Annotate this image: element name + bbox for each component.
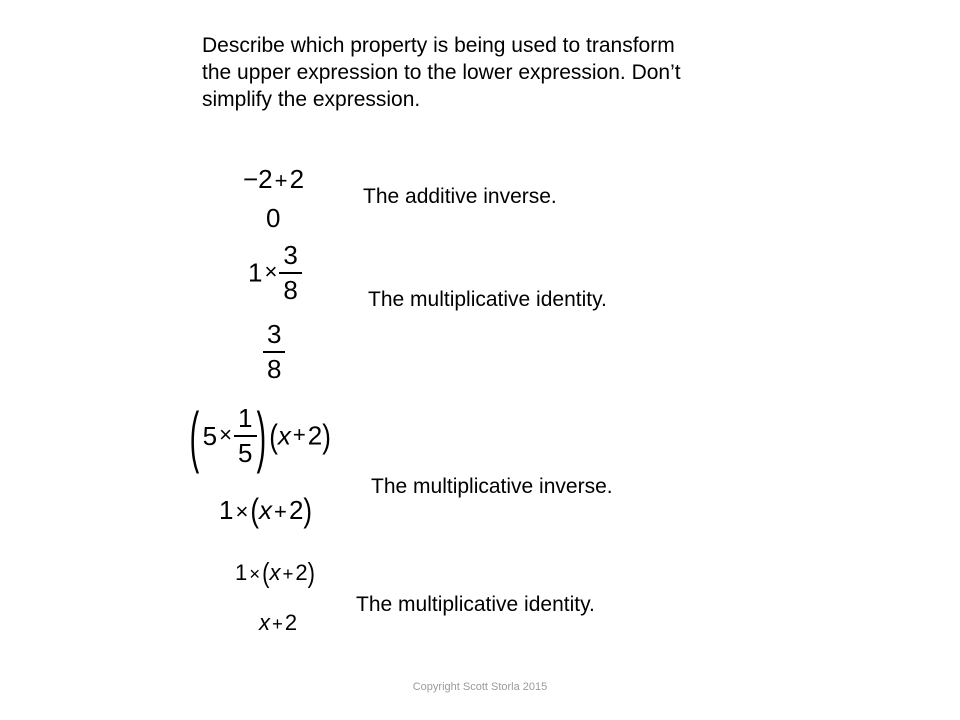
- left-paren: (: [262, 556, 270, 588]
- problem-3-upper-expression: [189, 396, 331, 475]
- times-operator: ×: [219, 422, 233, 448]
- term: 2: [284, 610, 298, 635]
- times-operator: ×: [249, 563, 261, 584]
- denominator: 8: [283, 275, 298, 305]
- left-paren: (: [269, 416, 278, 455]
- term: 2: [289, 164, 305, 194]
- fraction: [234, 405, 256, 466]
- problem-2-lower-expression: [263, 321, 285, 382]
- problem-4-lower-expression: [259, 612, 297, 634]
- times-operator: ×: [235, 499, 249, 524]
- result: 0: [266, 203, 281, 233]
- term: 5: [202, 420, 218, 451]
- numerator: 3: [267, 319, 282, 349]
- problem-4-answer: The multiplicative identity.: [356, 593, 595, 616]
- instructions-line-3: simplify the expression.: [202, 88, 421, 111]
- term: 2: [307, 420, 323, 451]
- variable-x: x: [269, 560, 281, 585]
- term: 2: [295, 560, 308, 585]
- problem-4-upper-expression: [235, 556, 315, 588]
- term: 1: [248, 257, 263, 288]
- plus-operator: +: [272, 613, 283, 634]
- term: 2: [288, 495, 304, 525]
- problem-2-upper-expression: [248, 242, 302, 303]
- problem-3-lower-expression: [219, 490, 313, 530]
- problem-1-answer: The additive inverse.: [363, 185, 557, 208]
- plus-operator: +: [282, 563, 294, 584]
- left-paren: (: [189, 396, 200, 475]
- right-paren: ): [256, 396, 266, 475]
- instructions-line-2: the upper expression to the lower expression. Don’t: [202, 61, 681, 84]
- fraction: [263, 321, 285, 382]
- numerator: 1: [238, 403, 253, 433]
- problem-2-answer: The multiplicative identity.: [368, 288, 607, 311]
- problem-3-answer: The multiplicative inverse.: [371, 475, 613, 498]
- denominator: 5: [238, 438, 253, 468]
- instructions: [202, 32, 802, 113]
- problem-1-upper-expression: [243, 166, 304, 192]
- instructions-line-1: Describe which property is being used to transform: [202, 34, 675, 57]
- variable-x: x: [259, 495, 273, 525]
- numerator: 3: [283, 240, 298, 270]
- fraction-bar: [279, 272, 301, 274]
- fraction-bar: [234, 435, 256, 437]
- fraction-bar: [263, 351, 285, 353]
- variable-x: x: [277, 420, 291, 451]
- plus-operator: +: [274, 499, 287, 524]
- problem-1-lower-expression: [266, 205, 280, 231]
- left-paren: (: [250, 490, 260, 530]
- copyright-footer: Copyright Scott Storla 2015: [412, 681, 548, 693]
- plus-operator: +: [274, 168, 288, 193]
- fraction: [279, 242, 301, 303]
- term: 1: [219, 495, 234, 525]
- times-operator: ×: [264, 259, 278, 285]
- right-paren: ): [307, 556, 315, 588]
- denominator: 8: [267, 354, 282, 384]
- right-paren: ): [322, 416, 331, 455]
- term: 1: [235, 560, 248, 585]
- term: −2: [243, 164, 273, 194]
- right-paren: ): [303, 490, 313, 530]
- variable-x: x: [259, 610, 270, 635]
- plus-operator: +: [292, 422, 306, 448]
